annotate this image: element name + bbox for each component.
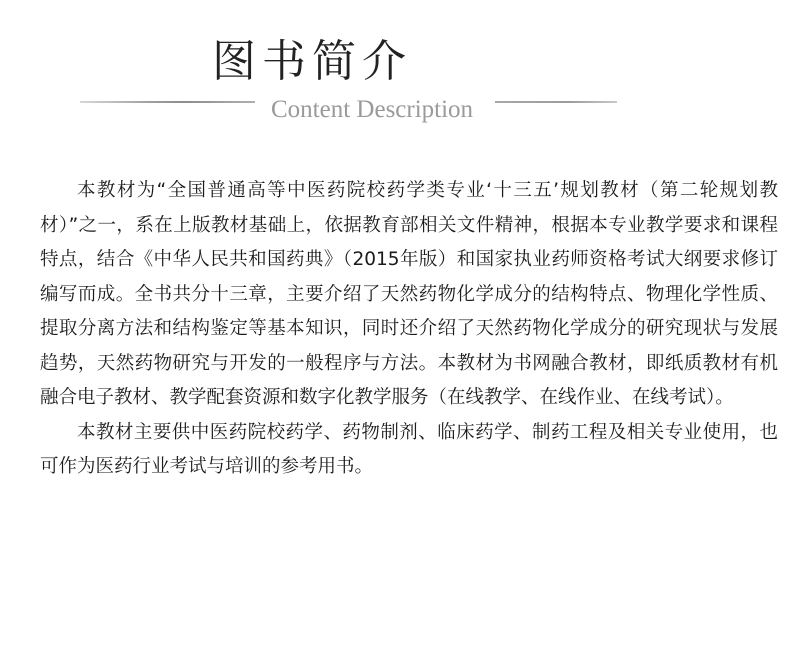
section-subtitle: Content Description xyxy=(271,96,474,123)
header-divider-left xyxy=(80,101,255,103)
section-title: 图书简介 xyxy=(212,36,412,87)
header-divider-right xyxy=(495,101,617,103)
description-paragraph: 本教材主要供中医药院校药学、药物制剂、临床药学、制药工程及相关专业使用，也可作为医药行业考试与培训的参考用书。 xyxy=(40,421,778,477)
section-header xyxy=(0,0,800,135)
description-paragraph: 本教材为“全国普通高等中医药院校药学类专业‘十三五’规划教材（第二轮规划教材）”之一，系在上版教材基础上，依据教育部相关文件精神，根据本专业教学要求和课程特点，结合《中华人民共和国药典》（2015年版）和国家执业药师资格考试大纲要求修订编写而成。全书共分十三章，主要介绍了天然药物化学成分的结构特点、物理化学性质、提取分离方法和结构鉴定等基本知识，同时还介绍了天然药物化学成分的研究现状与发展趋势，天然药物研究与开发的一般程序与方法。本教材为书网融合教材，即纸质教材有机融合电子教材、教学配套资源和数字化教学服务（在线教学、在线作业、在线考试）。 xyxy=(40,180,778,408)
book-description xyxy=(40,174,778,485)
